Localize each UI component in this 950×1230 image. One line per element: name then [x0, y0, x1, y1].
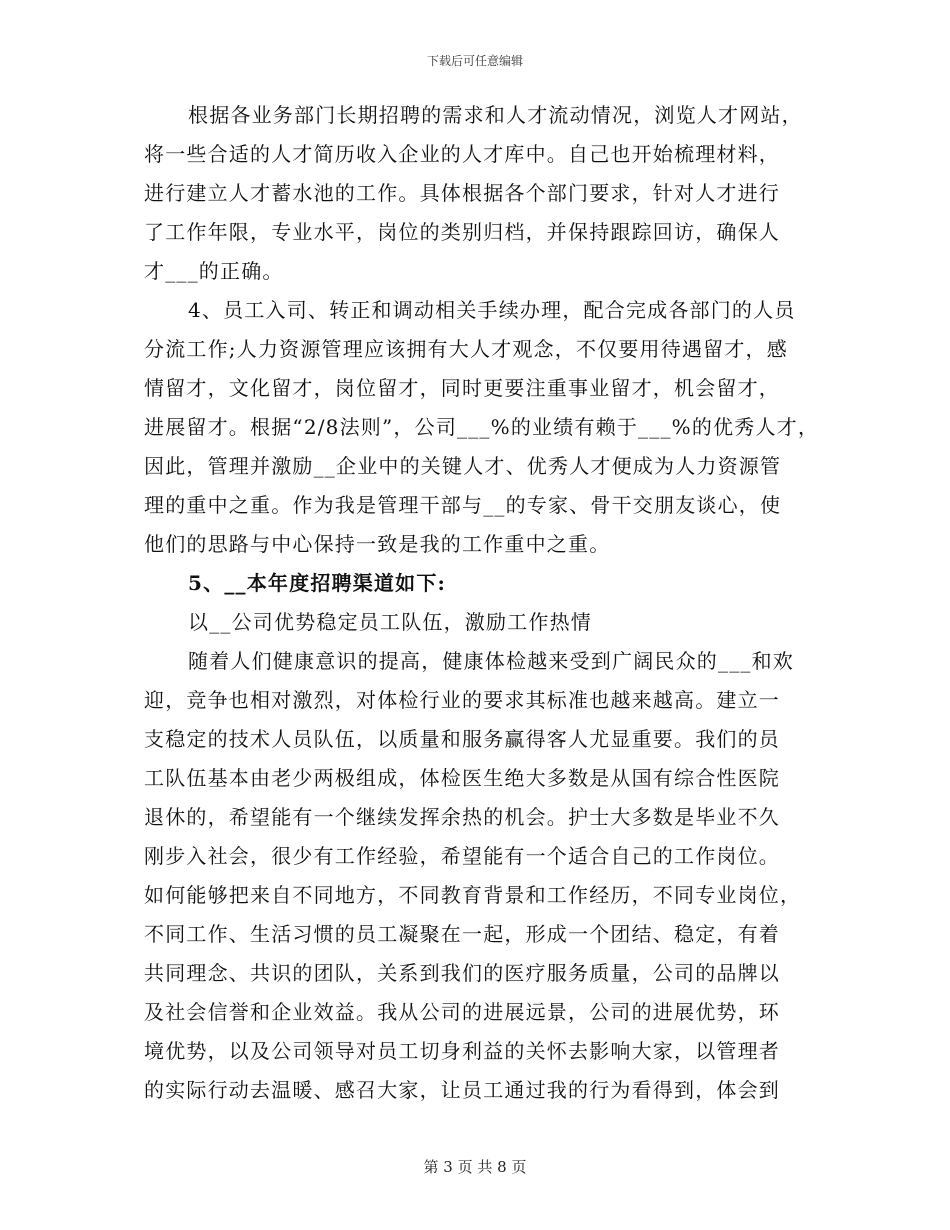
text-line: 不同工作、生活习惯的员工凝聚在一起，形成一个团结、稳定，有着	[144, 922, 780, 946]
text-line: 分流工作;人力资源管理应该拥有大人才观念，不仅要用待遇留才，感	[144, 337, 788, 361]
text-line: 支稳定的技术人员队伍，以质量和服务赢得客人尤显重要。我们的员	[144, 727, 780, 751]
text-line: 因此，管理并激励__企业中的关键人才、优秀人才便成为人力资源管	[144, 454, 782, 478]
text-line: 他们的思路与中心保持一致是我的工作重中之重。	[144, 532, 611, 556]
text-line: 如何能够把来自不同地方，不同教育背景和工作经历，不同专业岗位，	[144, 883, 802, 907]
text-line: 及社会信誉和企业效益。我从公司的进展远景，公司的进展优势，环	[144, 1000, 780, 1024]
text-line: 随着人们健康意识的提高，健康体检越来受到广阔民众的___和欢	[188, 649, 794, 673]
text-line: 了工作年限，专业水平，岗位的类别归档，并保持跟踪回访，确保人	[144, 220, 780, 244]
text-line: 进行建立人才蓄水池的工作。具体根据各个部门要求，针对人才进行	[144, 181, 780, 205]
text-line: 进展留才。根据“2/8法则”，公司___%的业绩有赖于___%的优秀人才，	[144, 415, 820, 439]
text-line: 迎，竞争也相对激烈，对体检行业的要求其标准也越来越高。建立一	[144, 688, 780, 712]
text-line: 根据各业务部门长期招聘的需求和人才流动情况，浏览人才网站，	[188, 103, 803, 127]
text-line: 才___的正确。	[144, 259, 284, 283]
text-line: 情留才，文化留才，岗位留才，同时更要注重事业留才，机会留才，	[144, 376, 780, 400]
page-number: 第 3 页 共 8 页	[423, 1158, 527, 1176]
text-line: 刚步入社会，很少有工作经验，希望能有一个适合自己的工作岗位。	[144, 844, 780, 868]
text-line: 退休的，希望能有一个继续发挥余热的机会。护士大多数是毕业不久	[144, 805, 780, 829]
text-line: 4、员工入司、转正和调动相关手续办理，配合完成各部门的人员	[188, 298, 796, 322]
text-line: 将一些合适的人才简历收入企业的人才库中。自己也开始梳理材料，	[144, 142, 780, 166]
section-heading: 5、__本年度招聘渠道如下:	[188, 571, 447, 595]
text-line: 境优势，以及公司领导对员工切身利益的关怀去影响大家，以管理者	[144, 1039, 780, 1063]
text-line: 以__公司优势稳定员工队伍，激励工作热情	[188, 610, 592, 634]
text-line: 工队伍基本由老少两极组成，体检医生绝大多数是从国有综合性医院	[144, 766, 780, 790]
page-header: 下载后可任意编辑	[426, 54, 523, 68]
text-line: 理的重中之重。作为我是管理干部与__的专家、骨干交朋友谈心，使	[144, 493, 782, 517]
text-line: 共同理念、共识的团队，关系到我们的医疗服务质量，公司的品牌以	[144, 961, 780, 985]
text-line: 的实际行动去温暖、感召大家，让员工通过我的行为看得到，体会到	[144, 1078, 780, 1102]
